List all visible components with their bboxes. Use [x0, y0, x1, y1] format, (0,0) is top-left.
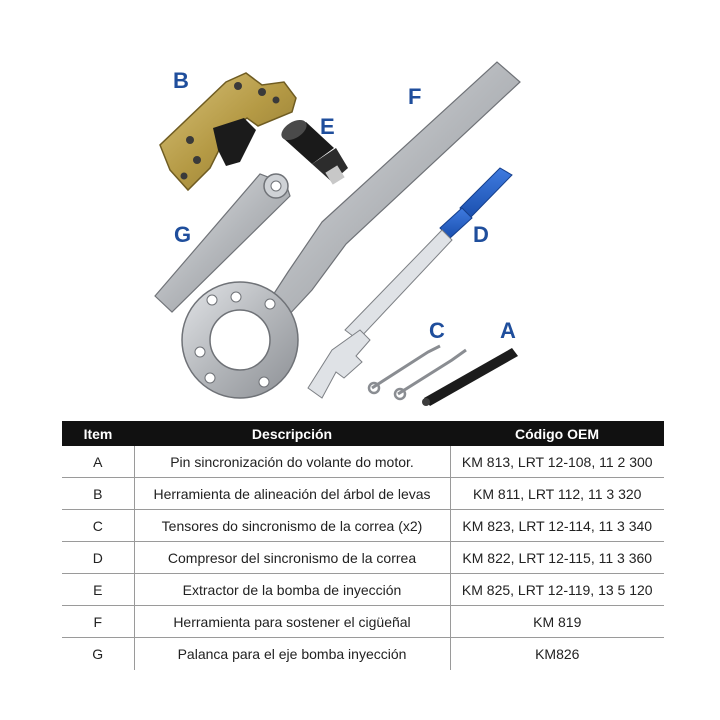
header-description: Descripción [134, 421, 450, 446]
row-item: D [62, 542, 134, 574]
header-item: Item [62, 421, 134, 446]
table-row [62, 510, 664, 542]
row-description: Tensores do sincronismo de la correa (x2) [134, 510, 450, 542]
row-description: Pin sincronización do volante do motor. [134, 446, 450, 478]
row-item: G [92, 646, 104, 662]
row-description: Palanca para el eje bomba inyección [134, 638, 450, 671]
row-oem-code: KM 823, LRT 12-114, 11 3 340 [450, 510, 664, 542]
table-row [62, 574, 664, 606]
callout-label-d: D [473, 222, 489, 247]
table-row [62, 638, 664, 671]
callout-label-g: G [174, 222, 192, 247]
row-oem-code: KM 813, LRT 12-108, 11 2 300 [450, 446, 664, 478]
injection-pump-extractor-e [278, 116, 348, 185]
row-oem-code: KM 825, LRT 12-119, 13 5 120 [450, 574, 664, 606]
table-header-row [62, 421, 664, 446]
table-row [62, 446, 664, 478]
callout-label-f: F [408, 84, 422, 109]
row-item: C [62, 510, 134, 542]
parts-table [62, 421, 664, 670]
callout-label-e: E [320, 114, 335, 139]
callout-label-c: C [429, 318, 445, 343]
row-oem-code: KM 822, LRT 12-115, 11 3 360 [450, 542, 664, 574]
table-row [62, 606, 664, 638]
row-description: Herramienta para sostener el cigüeñal [134, 606, 450, 638]
callout-label-b: B [173, 68, 189, 93]
row-item: F [62, 606, 134, 638]
table-row [62, 542, 664, 574]
row-oem-code: KM826 [450, 638, 664, 671]
table-row [62, 478, 664, 510]
callout-label-a: A [500, 318, 516, 343]
row-description: Compresor del sincronismo de la correa [134, 542, 450, 574]
row-oem-code: KM 811, LRT 112, 11 3 320 [450, 478, 664, 510]
row-item: A [62, 446, 134, 478]
flywheel-sync-pin-a [422, 348, 518, 406]
row-description: Extractor de la bomba de inyección [134, 574, 450, 606]
row-item: B [62, 478, 134, 510]
row-item: E [62, 574, 134, 606]
row-oem-code: KM 819 [450, 606, 664, 638]
row-description: Herramienta de alineación del árbol de levas [134, 478, 450, 510]
header-oem-code: Código OEM [450, 421, 664, 446]
